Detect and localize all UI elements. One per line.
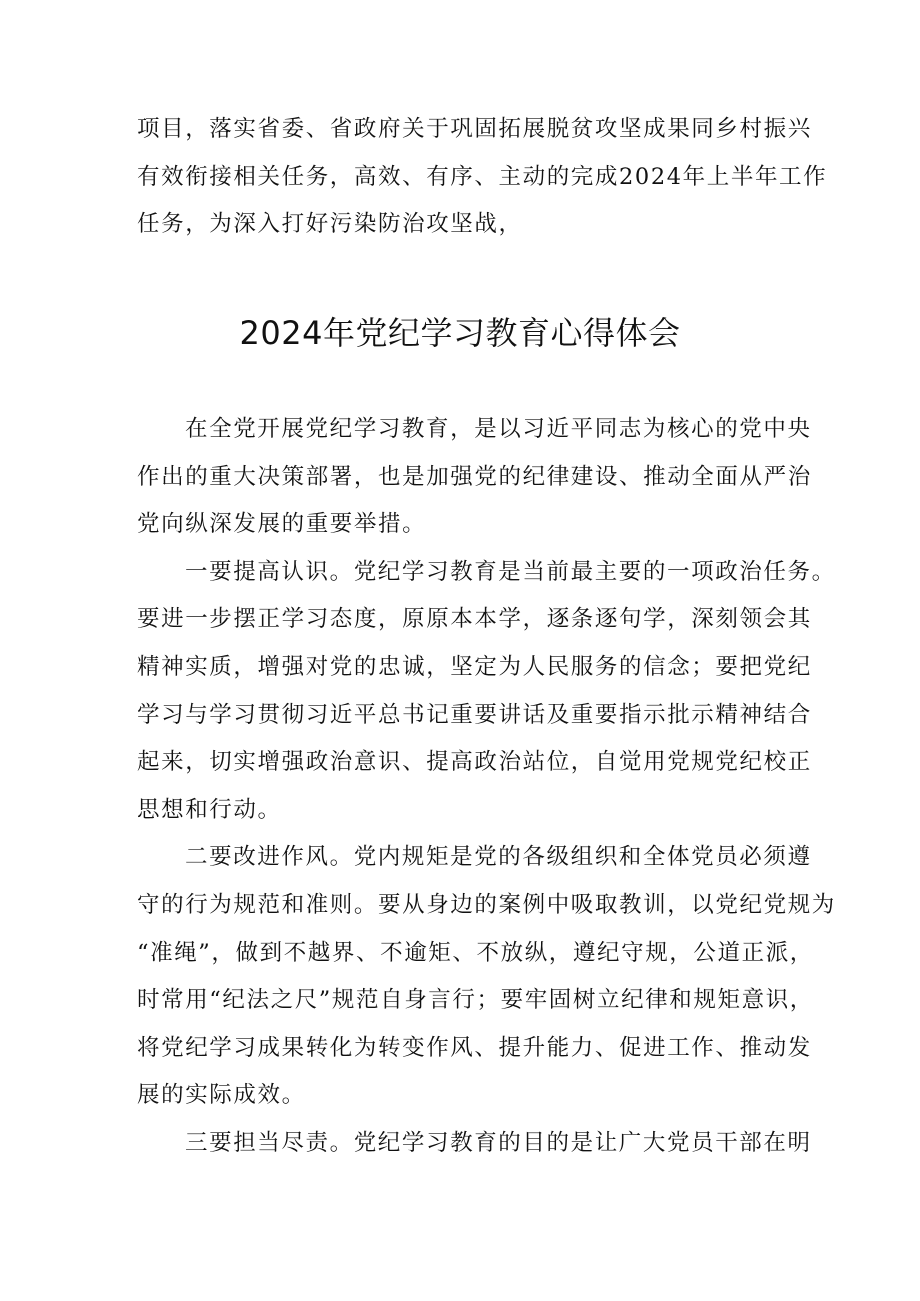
paragraph-intro (137, 406, 812, 549)
paragraph-improve-awareness (137, 549, 836, 835)
paragraph-take-responsibility (137, 1120, 812, 1168)
continued-paragraph (137, 106, 828, 249)
paragraph-line: 在全党开展党纪学习教育，是以习近平同志为核心的党中央 (185, 416, 812, 442)
paragraph-line: 学习与学习贯彻习近平总书记重要讲话及重要指示批示精神结合 (137, 701, 812, 728)
paragraph-line: 作出的重大决策部署，也是加强党的纪律建设、推动全面从严治 (137, 463, 812, 490)
paragraph-line: 展的实际成效。 (137, 1082, 306, 1109)
paragraph-line: 任务，为深入打好污染防治攻坚战， (137, 211, 523, 238)
paragraph-line: 二要改进作风。党内规矩是党的各级组织和全体党员必须遵 (185, 844, 812, 871)
paragraph-line: 守的行为规范和准则。要从身边的案例中吸取教训，以党纪党规为 (137, 891, 836, 918)
paragraph-line: 要进一步摆正学习态度，原原本本学，逐条逐句学，深刻领会其 (137, 606, 812, 633)
paragraph-line: 项目，落实省委、省政府关于巩固拓展脱贫攻坚成果同乡村振兴 (137, 116, 812, 142)
paragraph-line: 时常用“纪法之尺”规范自身言行；要牢固树立纪律和规矩意识， (137, 987, 814, 1014)
paragraph-line: 将党纪学习成果转化为转变作风、提升能力、促进工作、推动发 (137, 1034, 812, 1061)
document-body (137, 406, 836, 1168)
document-title: 2024年党纪学习教育心得体会 (239, 314, 681, 352)
paragraph-line: 起来，切实增强政治意识、提高政治站位，自觉用党规党纪校正 (137, 749, 812, 776)
paragraph-line: “准绳”，做到不越界、不逾矩、不放纵，遵纪守规，公道正派， (137, 939, 814, 966)
paragraph-line: 思想和行动。 (137, 796, 282, 823)
paragraph-improve-style (137, 834, 836, 1120)
paragraph-line: 精神实质，增强对党的忠诚，坚定为人民服务的信念；要把党纪 (137, 653, 812, 680)
paragraph-line: 有效衔接相关任务，高效、有序、主动的完成2024年上半年工作 (137, 163, 828, 190)
paragraph-line: 一要提高认识。党纪学习教育是当前最主要的一项政治任务。 (185, 558, 836, 585)
paragraph-line: 党向纵深发展的重要举措。 (137, 511, 427, 538)
paragraph-line: 三要担当尽责。党纪学习教育的目的是让广大党员干部在明 (185, 1129, 812, 1156)
